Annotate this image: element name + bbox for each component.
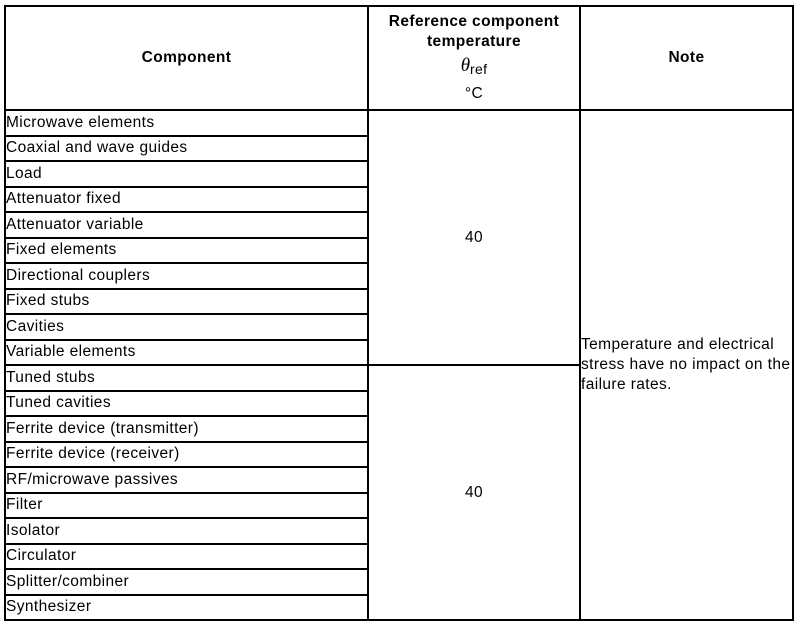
- reference-temperature-table: [4, 5, 794, 621]
- header-component: [5, 6, 368, 110]
- header-symbol: [369, 52, 579, 83]
- component-cell: Synthesizer: [5, 595, 368, 621]
- temperature-cell-group-1: 40: [368, 110, 580, 365]
- component-cell: Variable elements: [5, 340, 368, 366]
- component-cell: Directional couplers: [5, 263, 368, 289]
- header-reference-line1: Reference component: [388, 12, 560, 30]
- component-cell: RF/microwave passives: [5, 467, 368, 493]
- temperature-cell-group-2: 40: [368, 365, 580, 620]
- component-cell: Filter: [5, 493, 368, 519]
- component-cell: Microwave elements: [5, 110, 368, 136]
- header-reference-temperature: [368, 6, 580, 110]
- header-reference-line2: temperature: [427, 32, 521, 50]
- component-cell: Ferrite device (receiver): [5, 442, 368, 468]
- component-cell: Tuned stubs: [5, 365, 368, 391]
- table-row: [5, 110, 793, 136]
- component-cell: Splitter/combiner: [5, 569, 368, 595]
- component-cell: Isolator: [5, 518, 368, 544]
- component-cell: Coaxial and wave guides: [5, 136, 368, 162]
- component-cell: Ferrite device (transmitter): [5, 416, 368, 442]
- component-cell: Fixed stubs: [5, 289, 368, 315]
- header-row: [5, 6, 793, 110]
- component-cell: Tuned cavities: [5, 391, 368, 417]
- component-cell: Attenuator fixed: [5, 187, 368, 213]
- header-note: [580, 6, 793, 110]
- symbol-subscript: ref: [470, 60, 488, 77]
- header-note-label: Note: [668, 49, 705, 66]
- component-cell: Cavities: [5, 314, 368, 340]
- component-cell: Attenuator variable: [5, 212, 368, 238]
- header-unit: °C: [464, 84, 484, 102]
- component-cell: Load: [5, 161, 368, 187]
- note-cell: Temperature and electrical stress have no impact on the failure rates.: [580, 110, 793, 620]
- component-cell: Fixed elements: [5, 238, 368, 264]
- header-component-label: Component: [141, 49, 232, 66]
- theta-symbol: θ: [460, 54, 471, 76]
- component-cell: Circulator: [5, 544, 368, 570]
